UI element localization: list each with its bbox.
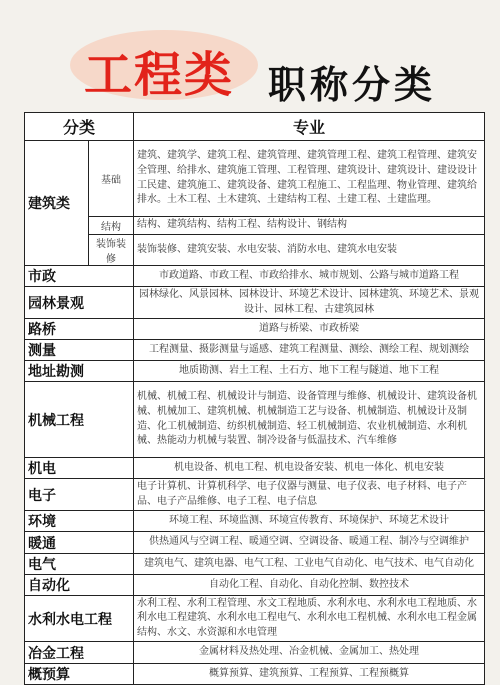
major-list: 工程测量、摄影测量与遥感、建筑工程测量、测绘、测绘工程、规划测绘	[134, 340, 485, 361]
table-row	[25, 458, 485, 479]
table-row	[25, 266, 485, 287]
page-subtitle: 职称分类	[268, 63, 437, 107]
subcategory-label: 装饰装修	[89, 235, 134, 266]
table-row	[25, 554, 485, 575]
table-row	[25, 479, 485, 511]
category-label: 机电	[25, 458, 134, 479]
major-list: 环境工程、环境监测、环境宣传教育、环境保护、环境艺术设计	[134, 511, 485, 532]
major-list: 概算预算、建筑预算、工程预算、工程预概算	[134, 664, 485, 685]
major-list: 结构、建筑结构、结构工程、结构设计、钢结构	[134, 217, 485, 235]
category-label: 测量	[25, 340, 134, 361]
table-row	[25, 319, 485, 340]
category-label: 水利水电工程	[25, 596, 134, 642]
table-row	[25, 217, 485, 235]
major-list: 金属材料及热处理、冶金机械、金属加工、热处理	[134, 642, 485, 664]
major-list: 自动化工程、自动化、自动化控制、数控技术	[134, 575, 485, 596]
category-label: 机械工程	[25, 382, 134, 458]
table-header-row	[25, 113, 485, 141]
major-list: 机械、机械工程、机械设计与制造、设备管理与维修、机械设计、建筑设备机械、机械加工、建筑机械、机械制造工艺与设备、机械制造、机械设计及制造、化工机械制造、纺织机械制造、轻工机械制造、农业机械制造、水利机械、热能动力机械与装置、制冷设备与低温技术、汽车维修	[134, 382, 485, 458]
category-label: 自动化	[25, 575, 134, 596]
page-title: 工程类	[84, 47, 235, 103]
table-row	[25, 340, 485, 361]
major-list: 机电设备、机电工程、机电设备安装、机电一体化、机电安装	[134, 458, 485, 479]
major-list: 建筑电气、建筑电器、电气工程、工业电气自动化、电气技术、电气自动化	[134, 554, 485, 575]
category-label: 园林景观	[25, 287, 134, 319]
major-list: 道路与桥梁、市政桥梁	[134, 319, 485, 340]
classification-table	[24, 112, 485, 685]
category-label: 电子	[25, 479, 134, 511]
header-category: 分类	[25, 113, 134, 141]
header-major: 专业	[134, 113, 485, 141]
major-list: 水利工程、水利工程管理、水文工程地质、水利水电、水利水电工程地质、水利水电工程建筑、水利水电工程电气、水利水电工程机械、水利水电工程金属结构、水文、水资源和水电管理	[134, 596, 485, 642]
table-row	[25, 141, 485, 217]
major-list: 供热通风与空调工程、暖通空调、空调设备、暖通工程、制冷与空调维护	[134, 532, 485, 554]
category-label: 建筑类	[25, 141, 89, 266]
category-label: 冶金工程	[25, 642, 134, 664]
category-label: 市政	[25, 266, 134, 287]
table-row	[25, 511, 485, 532]
table-row	[25, 287, 485, 319]
subcategory-label: 结构	[89, 217, 134, 235]
major-list: 园林绿化、风景园林、园林设计、环境艺术设计、园林建筑、环境艺术、景观设计、园林工程、古建筑园林	[134, 287, 485, 319]
category-label: 路桥	[25, 319, 134, 340]
category-label: 地址勘测	[25, 361, 134, 382]
table-row	[25, 575, 485, 596]
major-list: 装饰装修、建筑安装、水电安装、消防水电、建筑水电安装	[134, 235, 485, 266]
table-row	[25, 235, 485, 266]
major-list: 建筑、建筑学、建筑工程、建筑管理、建筑管理工程、建筑工程管理、建筑安全管理、给排水、建筑施工管理、工程管理、建筑设计、建筑设计、建设设计工民建、建筑施工、建筑设备、建筑工程施工、工程监理、物业管理、建筑给排水。土木工程、土木建筑、土建结构工程、土建工程、土建监理。	[134, 141, 485, 217]
major-list: 市政道路、市政工程、市政给排水、城市规划、公路与城市道路工程	[134, 266, 485, 287]
major-list: 电子计算机、计算机科学、电子仪器与测量、电子仪表、电子材料、电子产品、电子产品维修、电子工程、电子信息	[134, 479, 485, 511]
subcategory-label: 基础	[89, 141, 134, 217]
category-label: 电气	[25, 554, 134, 575]
category-label: 暖通	[25, 532, 134, 554]
table-row	[25, 532, 485, 554]
table-row	[25, 382, 485, 458]
table-row	[25, 361, 485, 382]
table-row	[25, 664, 485, 685]
header	[0, 0, 500, 112]
category-label: 概预算	[25, 664, 134, 685]
table-row	[25, 596, 485, 642]
category-label: 环境	[25, 511, 134, 532]
major-list: 地质勘测、岩土工程、土石方、地下工程与隧道、地下工程	[134, 361, 485, 382]
